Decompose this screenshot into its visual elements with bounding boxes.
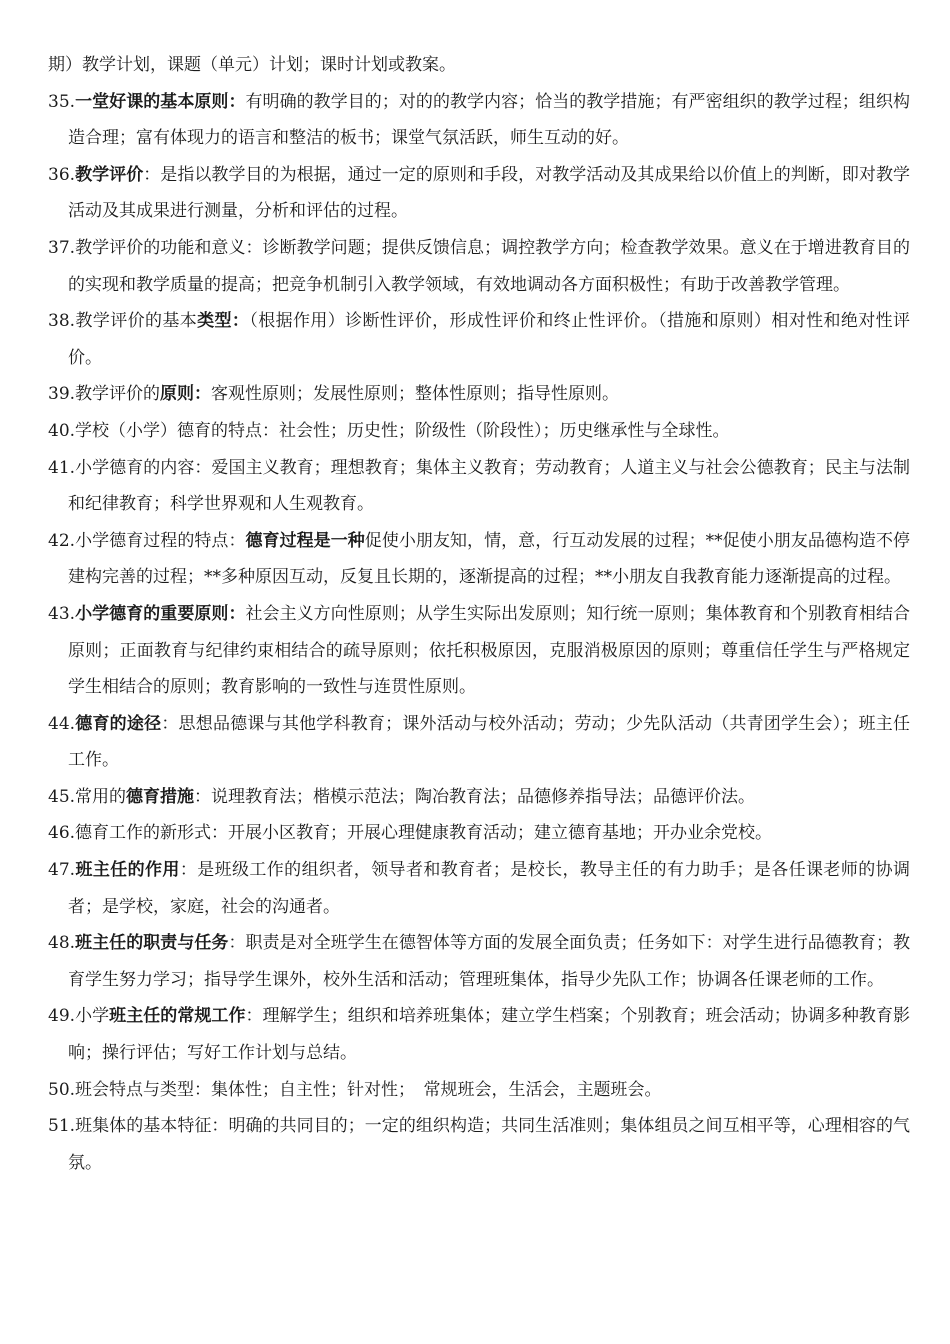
list-item xyxy=(48,523,910,596)
item-text: 小学德育过程的特点： xyxy=(75,530,246,551)
item-term: 原则： xyxy=(160,384,212,405)
item-text: ：职责是对全班学生在德智体等方面的发展全面负责；任务如下：对学生进行品德教育；教育学生努力学习；指导学生课外，校外生活和活动；管理班集体，指导少先队工作；协调各任课老师的工作。 xyxy=(68,933,911,990)
list-item xyxy=(48,779,910,816)
item-text: ：是班级工作的组织者，领导者和教育者；是校长，教导主任的有力助手；是各任课老师的协调者；是学校，家庭，社会的沟通者。 xyxy=(68,860,910,917)
item-number: 42. xyxy=(48,530,76,551)
item-text: ：说理教育法；楷模示范法；陶冶教育法；品德修养指导法；品德评价法。 xyxy=(194,786,756,807)
list-item xyxy=(48,706,910,779)
item-number: 44. xyxy=(48,713,76,734)
item-text: 小学 xyxy=(75,1006,110,1027)
list-item xyxy=(48,84,910,157)
item-text: 常用的 xyxy=(75,786,127,807)
item-text: 教学评价的基本 xyxy=(75,311,198,332)
list-item xyxy=(48,303,910,376)
item-text: ：是指以教学目的为根据，通过一定的原则和手段，对教学活动及其成果给以价值上的判断，即对教学活动及其成果进行测量，分析和评估的过程。 xyxy=(68,164,911,222)
item-number: 46. xyxy=(48,823,76,844)
item-text: （根据作用）诊断性评价，形成性评价和终止性评价。（措施和原则）相对性和绝对性评价。 xyxy=(68,311,911,368)
item-text: 德育工作的新形式：开展小区教育；开展心理健康教育活动；建立德育基地；开办业余党校。 xyxy=(75,823,773,844)
list-item xyxy=(48,413,910,450)
item-term: 类型： xyxy=(197,311,250,332)
list-item xyxy=(48,925,910,998)
item-number: 51. xyxy=(48,1116,76,1137)
item-text: 学校（小学）德育的特点：社会性；历史性；阶级性（阶段性）；历史继承性与全球性。 xyxy=(75,420,730,441)
continuation-text: 期）教学计划，课题（单元）计划；课时计划或教案。 xyxy=(48,55,456,75)
item-text: 教学评价的功能和意义：诊断教学问题；提供反馈信息；调控教学方向；检查教学效果。意义在于增进教育目的的实现和教学质量的提高；把竞争机制引入教学领域，有效地调动各方面积极性；有助于改善教学管理。 xyxy=(68,237,910,295)
item-number: 38. xyxy=(48,311,76,332)
item-number: 39. xyxy=(48,384,76,405)
item-term: 班主任的职责与任务 xyxy=(75,933,229,954)
item-number: 36. xyxy=(48,164,76,185)
list-item xyxy=(48,157,910,230)
item-number: 49. xyxy=(48,1006,76,1027)
item-term: 小学德育的重要原则： xyxy=(75,603,246,624)
item-term: 班主任的作用 xyxy=(75,860,180,881)
item-text: 小学德育的内容：爱国主义教育；理想教育；集体主义教育；劳动教育；人道主义与社会公德教育；民主与法制和纪律教育；科学世界观和人生观教育。 xyxy=(68,457,910,515)
list-item xyxy=(48,1108,910,1181)
list-item xyxy=(48,1072,910,1109)
item-term: 一堂好课的基本原则： xyxy=(75,91,246,112)
item-term: 班主任的常规工作 xyxy=(109,1006,246,1027)
list-item xyxy=(48,852,910,925)
list-item xyxy=(48,815,910,852)
item-number: 45. xyxy=(48,786,76,807)
item-number: 35. xyxy=(48,91,76,112)
list-item xyxy=(48,998,910,1071)
item-text: 班会特点与类型：集体性；自主性；针对性； 常规班会，生活会，主题班会。 xyxy=(75,1079,662,1100)
list-item xyxy=(48,376,910,413)
list-item xyxy=(48,450,910,523)
item-text: 班集体的基本特征：明确的共同目的；一定的组织构造；共同生活准则；集体组员之间互相平等，心理相容的气氛。 xyxy=(68,1116,910,1173)
item-text: ：思想品德课与其他学科教育；课外活动与校外活动；劳动；少先队活动（共青团学生会）；班主任工作。 xyxy=(68,713,910,771)
item-number: 40. xyxy=(48,420,76,441)
item-number: 50. xyxy=(48,1079,76,1100)
item-text: 促使小朋友知，情，意，行互动发展的过程；**促使小朋友品德构造不停建构完善的过程；**多种原因互动，反复且长期的，逐渐提高的过程；**小朋友自我教育能力逐渐提高的过程。 xyxy=(68,530,911,588)
item-text: 有明确的教学目的；对的的教学内容；恰当的教学措施；有严密组织的教学过程；组织构造合理；富有体现力的语言和整洁的板书；课堂气氛活跃，师生互动的好。 xyxy=(68,91,911,149)
item-term: 德育的途径 xyxy=(75,713,162,734)
item-term: 教学评价 xyxy=(75,164,144,185)
item-number: 41. xyxy=(48,457,76,478)
item-text: 教学评价的 xyxy=(75,384,161,405)
item-term: 德育过程是一种 xyxy=(245,530,365,551)
list-item xyxy=(48,230,910,303)
item-number: 47. xyxy=(48,860,76,881)
item-number: 43. xyxy=(48,603,76,624)
list-item xyxy=(48,596,910,706)
item-text: 客观性原则；发展性原则；整体性原则；指导性原则。 xyxy=(211,384,620,405)
item-number: 37. xyxy=(48,237,76,258)
item-text: 社会主义方向性原则；从学生实际出发原则；知行统一原则；集体教育和个别教育相结合原则；正面教育与纪律约束相结合的疏导原则；依托积极原因，克服消极原因的原则；尊重信任学生与严格规定学生相结合的原则；教育影响的一致性与连贯性原则。 xyxy=(68,603,911,698)
item-text: ：理解学生；组织和培养班集体；建立学生档案；个别教育；班会活动；协调多种教育影响；操行评估；写好工作计划与总结。 xyxy=(68,1006,911,1064)
item-number: 48. xyxy=(48,933,76,954)
item-term: 德育措施 xyxy=(126,786,195,807)
item-list xyxy=(48,84,910,1182)
